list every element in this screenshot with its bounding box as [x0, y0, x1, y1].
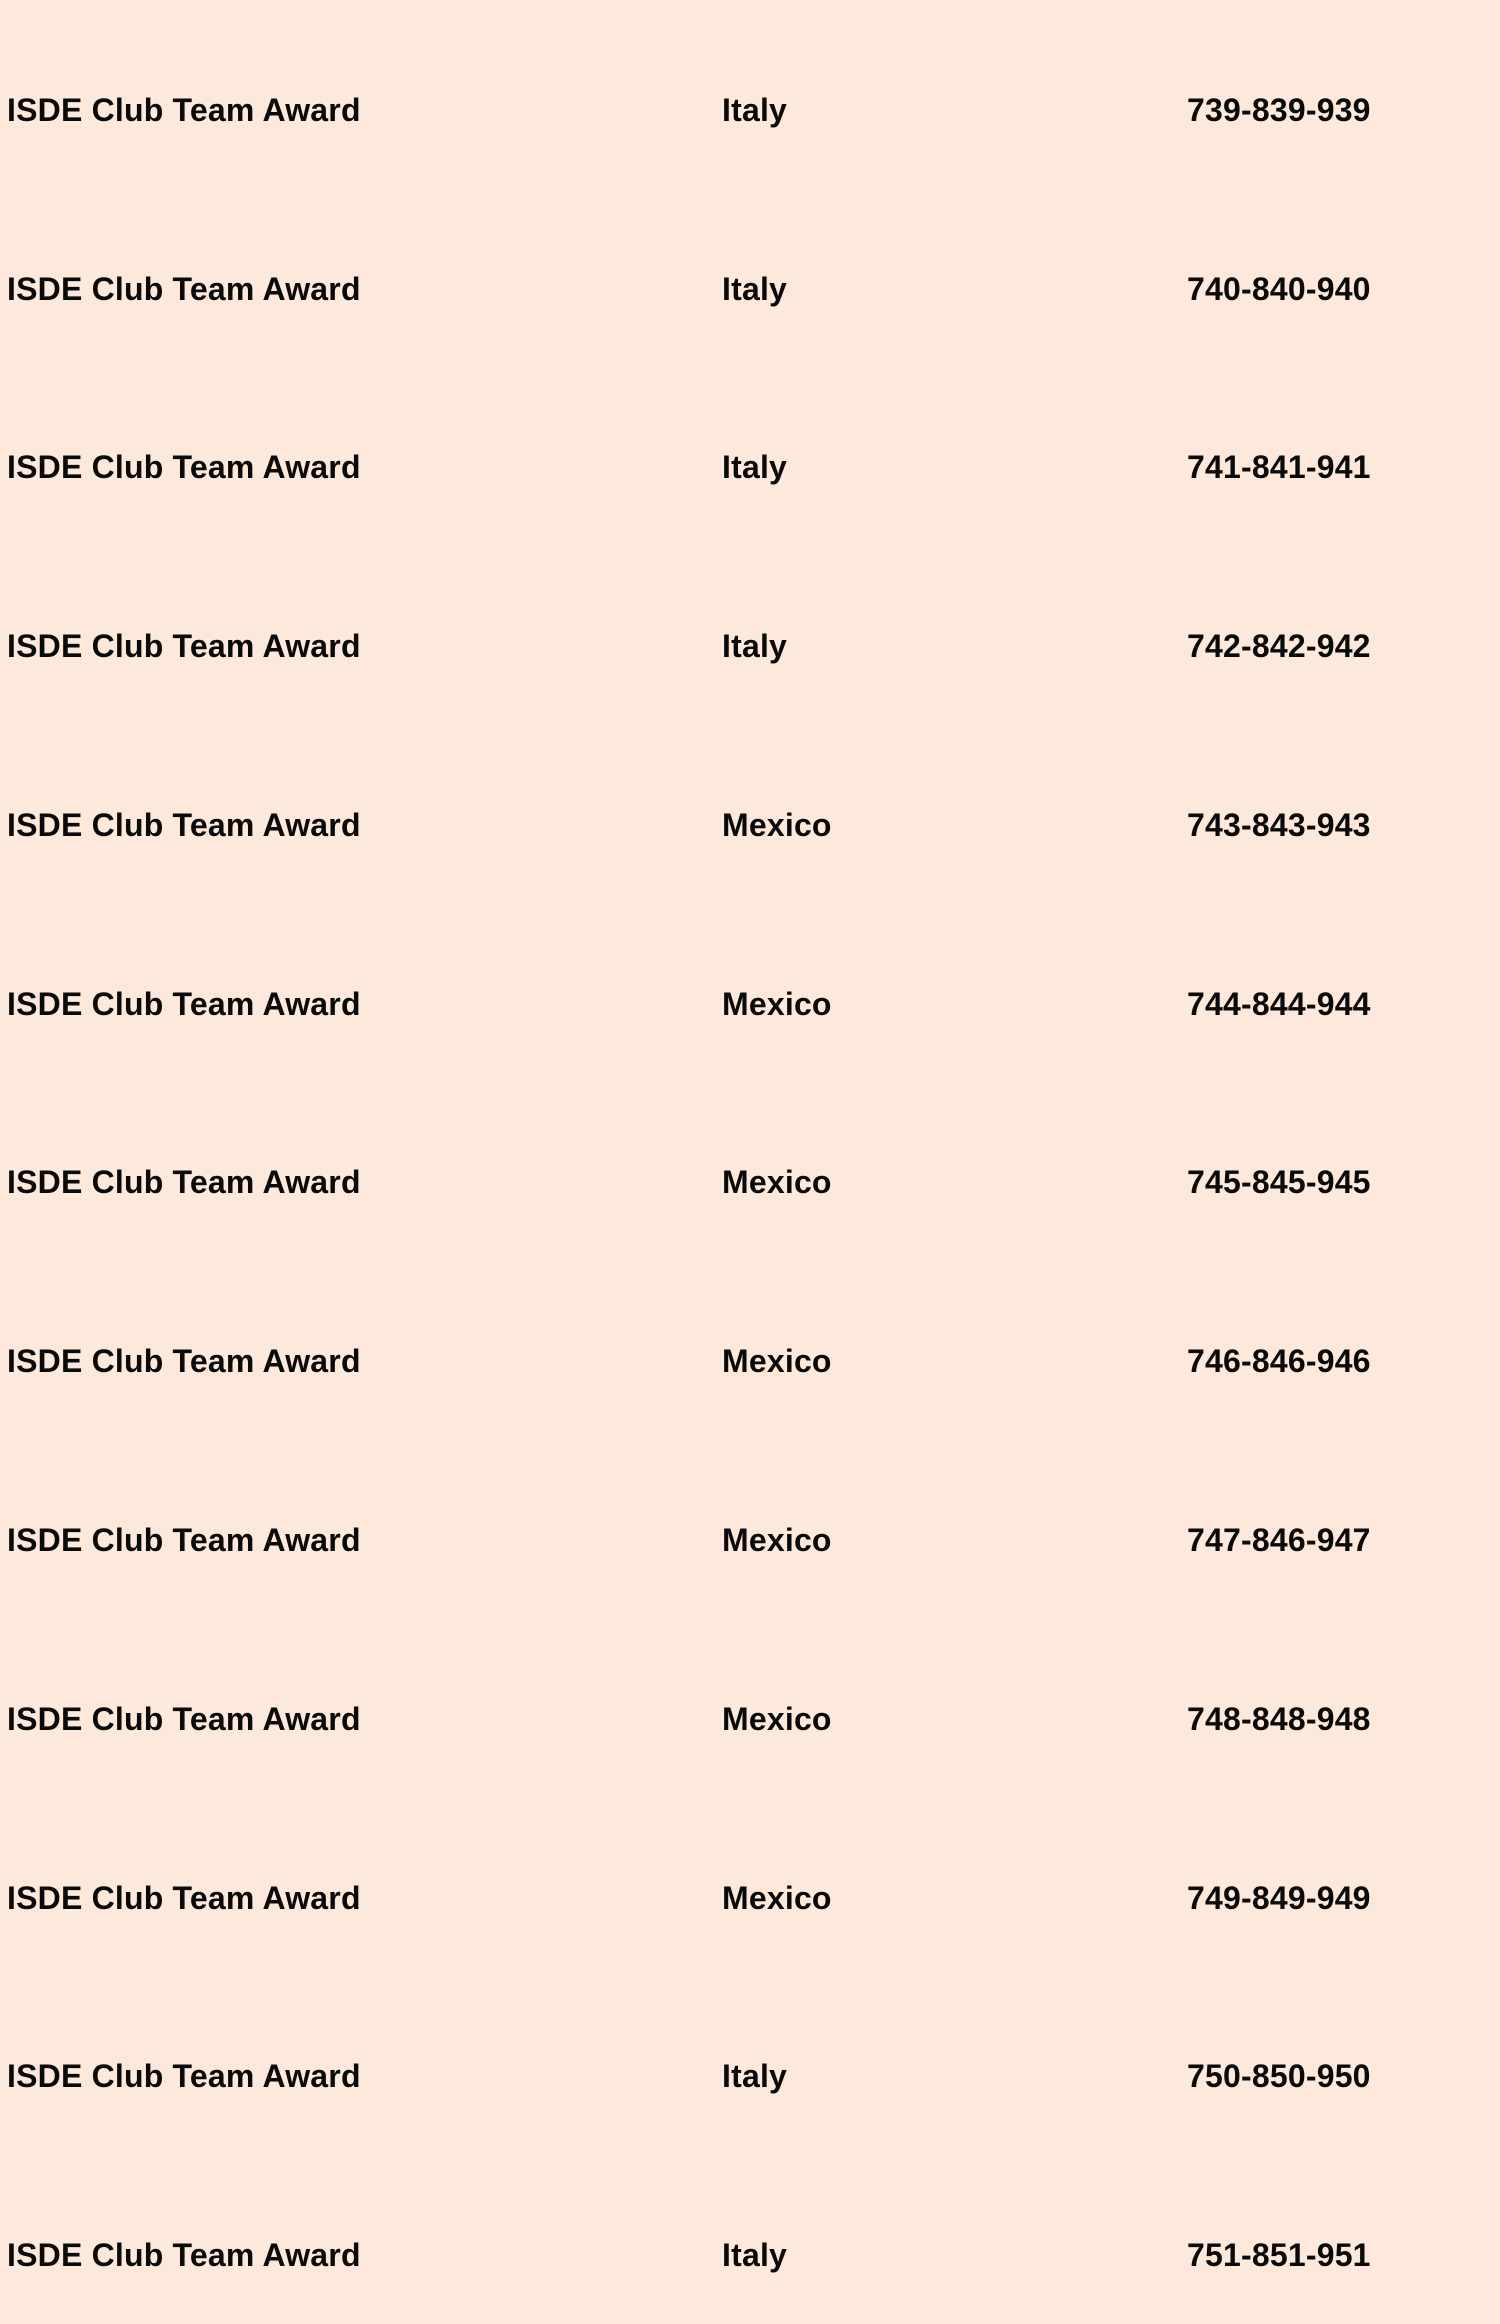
award-name-cell: ISDE Club Team Award [7, 1522, 361, 1558]
table-row [0, 259, 1500, 319]
table-row [0, 2225, 1500, 2285]
table-row [0, 1689, 1500, 1749]
code-cell: 744-844-944 [1187, 986, 1371, 1022]
award-name-cell: ISDE Club Team Award [7, 986, 361, 1022]
code-cell: 747-846-947 [1187, 1522, 1371, 1558]
country-cell: Mexico [722, 986, 832, 1022]
table-row [0, 437, 1500, 497]
award-name-cell: ISDE Club Team Award [7, 2237, 361, 2273]
code-cell: 746-846-946 [1187, 1343, 1371, 1379]
code-cell: 748-848-948 [1187, 1701, 1371, 1737]
code-cell: 742-842-942 [1187, 628, 1371, 664]
code-cell: 743-843-943 [1187, 807, 1371, 843]
country-cell: Mexico [722, 1343, 832, 1379]
table-row [0, 1868, 1500, 1928]
table-row [0, 1331, 1500, 1391]
table-row [0, 795, 1500, 855]
code-cell: 745-845-945 [1187, 1164, 1371, 1200]
country-cell: Italy [722, 2058, 788, 2094]
award-name-cell: ISDE Club Team Award [7, 1880, 361, 1916]
code-cell: 741-841-941 [1187, 449, 1371, 485]
country-cell: Mexico [722, 1522, 832, 1558]
country-cell: Italy [722, 449, 788, 485]
award-name-cell: ISDE Club Team Award [7, 1701, 361, 1737]
country-cell: Mexico [722, 807, 832, 843]
code-cell: 749-849-949 [1187, 1880, 1371, 1916]
code-cell: 739-839-939 [1187, 92, 1371, 128]
table-row [0, 1152, 1500, 1212]
award-name-cell: ISDE Club Team Award [7, 628, 361, 664]
award-name-cell: ISDE Club Team Award [7, 449, 361, 485]
code-cell: 750-850-950 [1187, 2058, 1371, 2094]
country-cell: Italy [722, 2237, 788, 2273]
country-cell: Mexico [722, 1880, 832, 1916]
award-name-cell: ISDE Club Team Award [7, 92, 361, 128]
award-name-cell: ISDE Club Team Award [7, 1343, 361, 1379]
award-name-cell: ISDE Club Team Award [7, 807, 361, 843]
award-name-cell: ISDE Club Team Award [7, 2058, 361, 2094]
code-cell: 751-851-951 [1187, 2237, 1371, 2273]
country-cell: Mexico [722, 1701, 832, 1737]
country-cell: Italy [722, 628, 788, 664]
table-row [0, 974, 1500, 1034]
code-cell: 740-840-940 [1187, 271, 1371, 307]
award-name-cell: ISDE Club Team Award [7, 1164, 361, 1200]
country-cell: Italy [722, 92, 788, 128]
table-row [0, 1510, 1500, 1570]
country-cell: Mexico [722, 1164, 832, 1200]
table-row [0, 616, 1500, 676]
table-row [0, 2046, 1500, 2106]
country-cell: Italy [722, 271, 788, 307]
table-row [0, 80, 1500, 140]
award-name-cell: ISDE Club Team Award [7, 271, 361, 307]
